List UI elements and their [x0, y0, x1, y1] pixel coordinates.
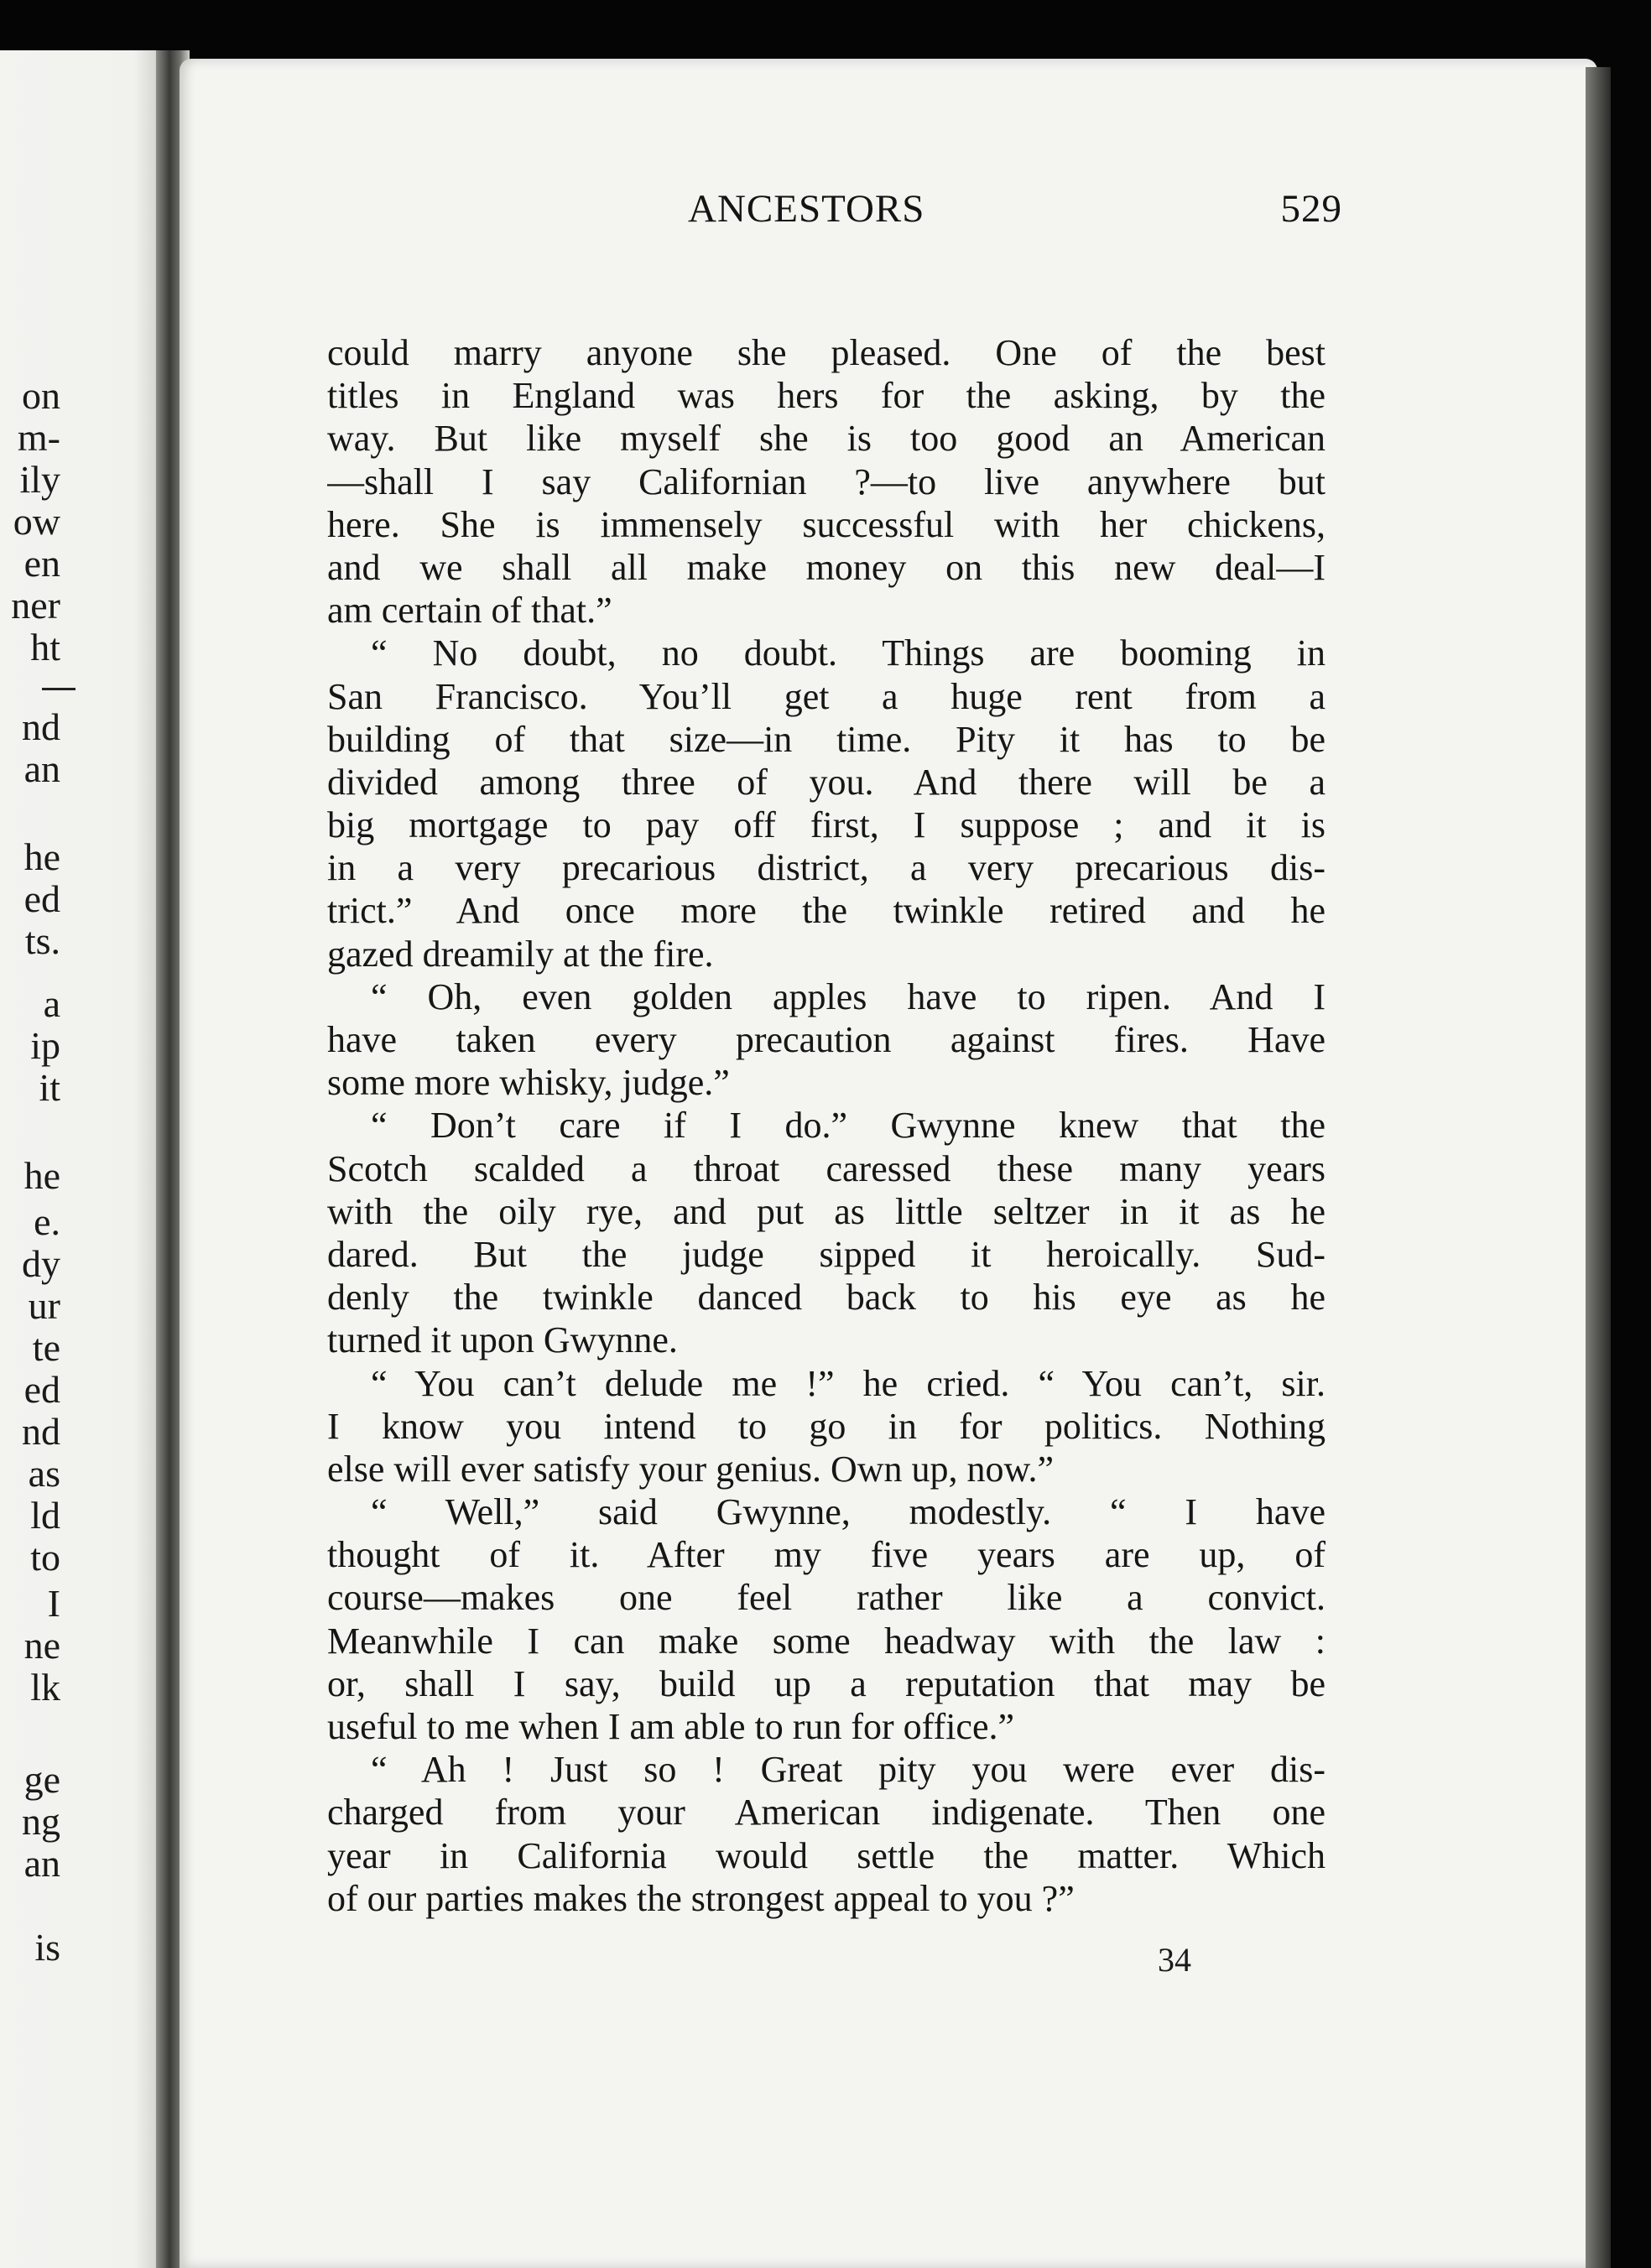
- text-line: dared. But the judge sipped it heroically. Sud-: [327, 1233, 1325, 1275]
- left-page-fragment: he: [23, 1154, 60, 1197]
- text-line: denly the twinkle danced back to his eye as he: [327, 1277, 1325, 1319]
- text-line: course—makes one feel rather like a convict.: [327, 1577, 1325, 1619]
- text-line: building of that size—in time. Pity it has to be: [327, 718, 1325, 760]
- left-page-fragment: ow: [13, 500, 60, 543]
- text-line: “ Don’t care if I do.” Gwynne knew that the: [371, 1105, 1325, 1147]
- left-page-fragment: ne: [23, 1624, 60, 1667]
- left-page-fragment: as: [28, 1452, 60, 1495]
- text-line: San Francisco. You’ll get a huge rent from a: [327, 675, 1325, 717]
- signature-mark: 34: [1158, 1941, 1191, 1979]
- left-page-fragment: m-: [17, 416, 60, 459]
- left-page-fragment: on: [22, 374, 60, 417]
- text-line: “ You can’t delude me !” he cried. “ You can’t, sir.: [371, 1362, 1325, 1404]
- left-page-fragment: e.: [34, 1200, 60, 1243]
- text-line: of our parties makes the strongest appeal to you ?”: [327, 1877, 1075, 1919]
- text-line: way. But like myself she is too good an American: [327, 418, 1325, 460]
- page-edge-shadow: [1586, 67, 1611, 2268]
- left-page-fragment: ed: [23, 1368, 60, 1411]
- text-line: “ Oh, even golden apples have to ripen. And I: [371, 975, 1325, 1017]
- left-page-fragment: an: [23, 747, 60, 790]
- text-line: —shall I say Californian ?—to live anywhere but: [327, 460, 1325, 502]
- text-line: or, shall I say, build up a reputation that may be: [327, 1662, 1325, 1704]
- left-facing-page: [0, 50, 168, 2268]
- text-line: with the oily rye, and put as little seltzer in it as he: [327, 1190, 1325, 1232]
- text-line: some more whisky, judge.”: [327, 1062, 730, 1104]
- text-line: else will ever satisfy your genius. Own up, now.”: [327, 1448, 1054, 1490]
- text-line: here. She is immensely successful with her chickens,: [327, 503, 1325, 545]
- text-line: titles in England was hers for the asking, by the: [327, 375, 1325, 417]
- left-page-fragment: I: [47, 1582, 60, 1625]
- left-page-rule: [42, 688, 76, 690]
- text-line: “ No doubt, no doubt. Things are booming in: [371, 632, 1325, 674]
- left-page-fragment: it: [39, 1066, 60, 1109]
- text-line: and we shall all make money on this new deal—I: [327, 546, 1325, 588]
- left-page-fragment: te: [32, 1326, 60, 1369]
- left-page-fragment: is: [34, 1926, 60, 1969]
- left-page-fragment: ip: [30, 1024, 60, 1067]
- text-line: “ Well,” said Gwynne, modestly. “ I have: [371, 1491, 1325, 1533]
- text-line: divided among three of you. And there will be a: [327, 761, 1325, 803]
- left-page-fragment: he: [23, 835, 60, 878]
- text-line: useful to me when I am able to run for office.”: [327, 1706, 1015, 1747]
- text-line: gazed dreamily at the fire.: [327, 933, 714, 975]
- text-line: year in California would settle the matter. Which: [327, 1834, 1325, 1876]
- left-page-fragment: nd: [22, 1410, 60, 1453]
- text-line: trict.” And once more the twinkle retired and he: [327, 890, 1325, 932]
- left-page-fragment: en: [23, 542, 60, 585]
- left-page-fragment: ed: [23, 877, 60, 920]
- left-page-fragment: ts.: [24, 919, 60, 962]
- text-line: charged from your American indigenate. Then one: [327, 1792, 1325, 1834]
- left-page-fragment: ge: [23, 1758, 60, 1801]
- text-line: could marry anyone she pleased. One of the best: [327, 332, 1325, 373]
- left-page-fragment: ld: [30, 1494, 60, 1537]
- left-page-fragment: ner: [11, 584, 60, 627]
- left-page-fragment: dy: [22, 1242, 60, 1285]
- running-head: ANCESTORS: [688, 187, 925, 231]
- text-line: in a very precarious district, a very precarious dis-: [327, 847, 1325, 889]
- text-line: Meanwhile I can make some headway with the law :: [327, 1620, 1325, 1662]
- text-line: big mortgage to pay off first, I suppose ; and it is: [327, 804, 1325, 846]
- left-page-fragment: ur: [28, 1284, 60, 1327]
- text-line: I know you intend to go in for politics. Nothing: [327, 1405, 1325, 1447]
- left-page-fragment: ht: [30, 626, 60, 668]
- left-page-fragment: a: [43, 982, 60, 1025]
- left-page-fragment: nd: [22, 705, 60, 748]
- text-line: turned it upon Gwynne.: [327, 1319, 678, 1361]
- text-line: “ Ah ! Just so ! Great pity you were ever dis-: [371, 1749, 1325, 1791]
- left-page-fragment: ng: [22, 1800, 60, 1843]
- left-page-fragment: ily: [19, 458, 60, 501]
- left-page-fragment: lk: [30, 1666, 60, 1709]
- page-number: 529: [1280, 187, 1342, 231]
- left-page-fragment: to: [30, 1536, 60, 1579]
- text-line: thought of it. After my five years are up, of: [327, 1534, 1325, 1576]
- text-line: have taken every precaution against fires. Have: [327, 1019, 1325, 1060]
- body-text: [327, 331, 1325, 1920]
- text-line: Scotch scalded a throat caressed these many years: [327, 1147, 1325, 1189]
- text-line: am certain of that.”: [327, 590, 612, 632]
- left-page-fragment: an: [23, 1842, 60, 1885]
